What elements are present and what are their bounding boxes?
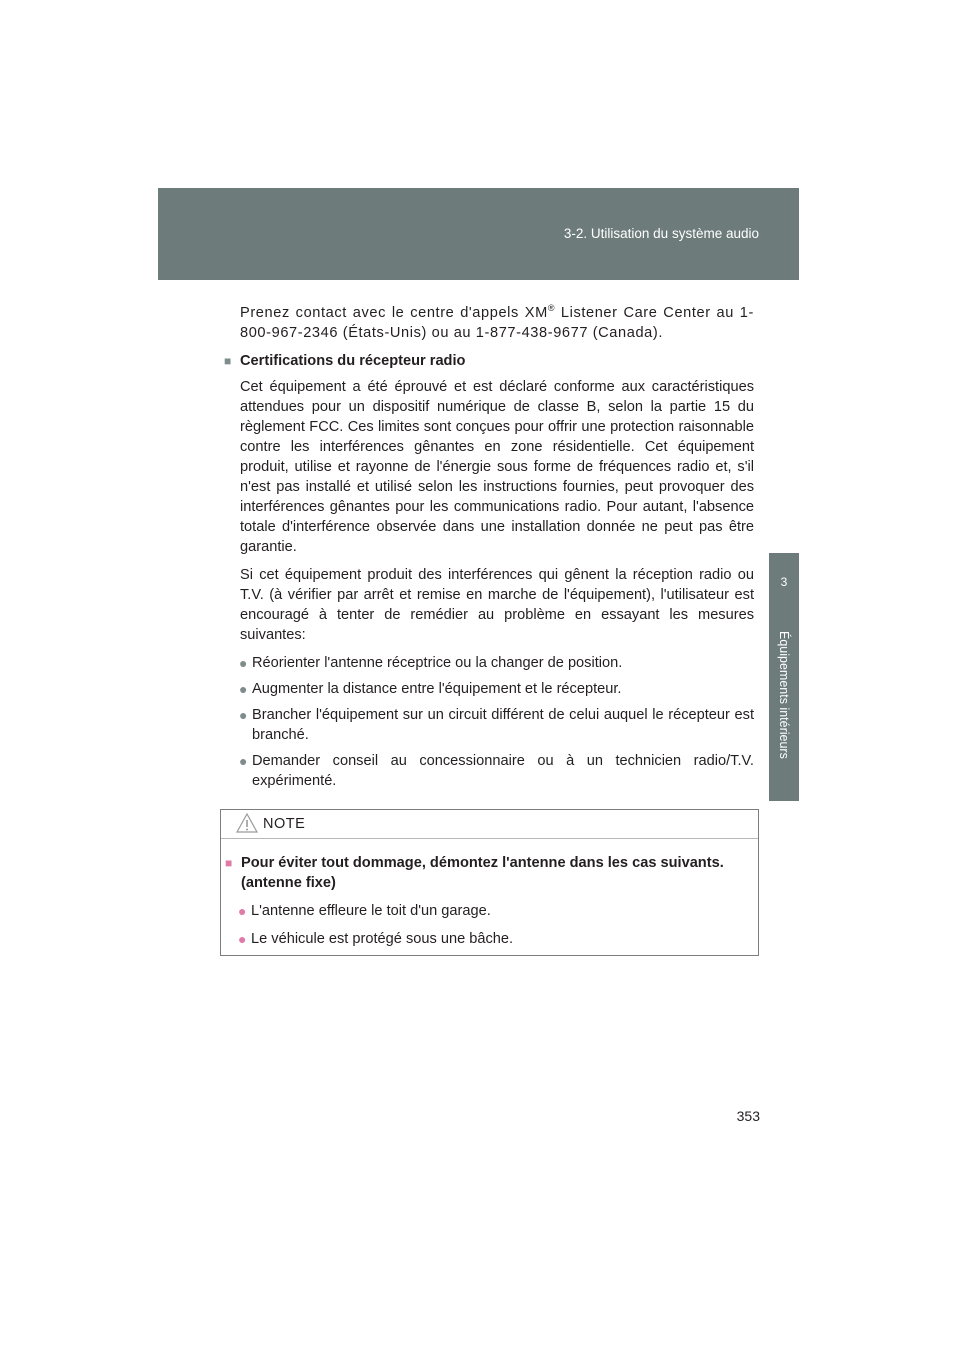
main-content [222,303,754,797]
note-box [220,809,759,956]
chapter-side-tab[interactable] [769,553,799,801]
note-heading [225,853,749,893]
square-bullet-icon: ■ [225,856,233,870]
square-bullet-icon: ■ [224,354,232,368]
list-item-text: Réorienter l'antenne réceptrice ou la changer de position. [252,655,623,671]
list-item [239,679,754,699]
circle-bullet-icon: ● [238,903,247,919]
circle-bullet-icon: ● [239,681,248,697]
note-heading-text: Pour éviter tout dommage, démontez l'antenne dans les cas suivants. (antenne fixe) [241,855,724,891]
list-item-text: Brancher l'équipement sur un circuit différent de celui auquel le récepteur est branché. [252,707,754,743]
circle-bullet-icon: ● [238,931,247,947]
section-heading [224,351,754,371]
list-item [239,653,754,673]
page-number: 353 [736,1108,760,1124]
list-item-text: Augmenter la distance entre l'équipement et le récepteur. [252,681,622,697]
intro-text-start: Prenez contact avec le centre d'appels XM [240,305,548,321]
circle-bullet-icon: ● [239,707,248,723]
list-item-text: Demander conseil au concessionnaire ou à un technicien radio/T.V. expérimenté. [252,753,754,789]
warning-triangle-icon [236,813,258,833]
header-band [158,188,799,280]
intro-paragraph [240,303,754,343]
note-body [225,853,749,957]
circle-bullet-icon: ● [239,753,248,769]
note-list-item-text: L'antenne effleure le toit d'un garage. [251,903,491,919]
registered-mark: ® [547,303,556,314]
note-list-item-text: Le véhicule est protégé sous une bâche. [251,931,514,947]
section-heading-text: Certifications du récepteur radio [240,353,466,369]
chapter-number: 3 [780,575,788,589]
note-list-item [238,929,749,949]
note-title: NOTE [263,816,306,832]
interference-paragraph: Si cet équipement produit des interférences qui gênent la réception radio ou T.V. (à vérifier par arrêt et remise en marche de l'équipement), l'utilisateur est encouragé à tenter de remédier au problème en essayant les mesures suivantes: [240,567,754,643]
certification-paragraph: Cet équipement a été éprouvé et est déclaré conforme aux caractéristiques attendues pour un dispositif numérique de classe B, selon la partie 15 du règlement FCC. Ces limites sont conçues pour offrir une protection raisonnable contre les interférences gênantes en zone résidentielle. Cet équipement produit, utilise et rayonne de l'énergie sous forme de fréquences radio et, s'il n'est pas installé et utilisé selon les instructions fournies, peut provoquer des interférences gênantes pour les communications radio. Pour autant, l'absence totale d'interférence observée dans une installation donnée ne peut pas être garantie. [240,379,754,555]
list-item [239,705,754,745]
list-item [239,751,754,791]
intro-text-end: Listener Care Center au 1-800-967-2346 (États-Unis) ou au 1-877-438-9677 (Canada). [240,305,754,341]
note-header [221,810,758,839]
circle-bullet-icon: ● [239,655,248,671]
section-title: 3-2. Utilisation du système audio [563,226,759,241]
note-list-item [238,901,749,921]
chapter-label: Équipements intérieurs [777,631,791,759]
